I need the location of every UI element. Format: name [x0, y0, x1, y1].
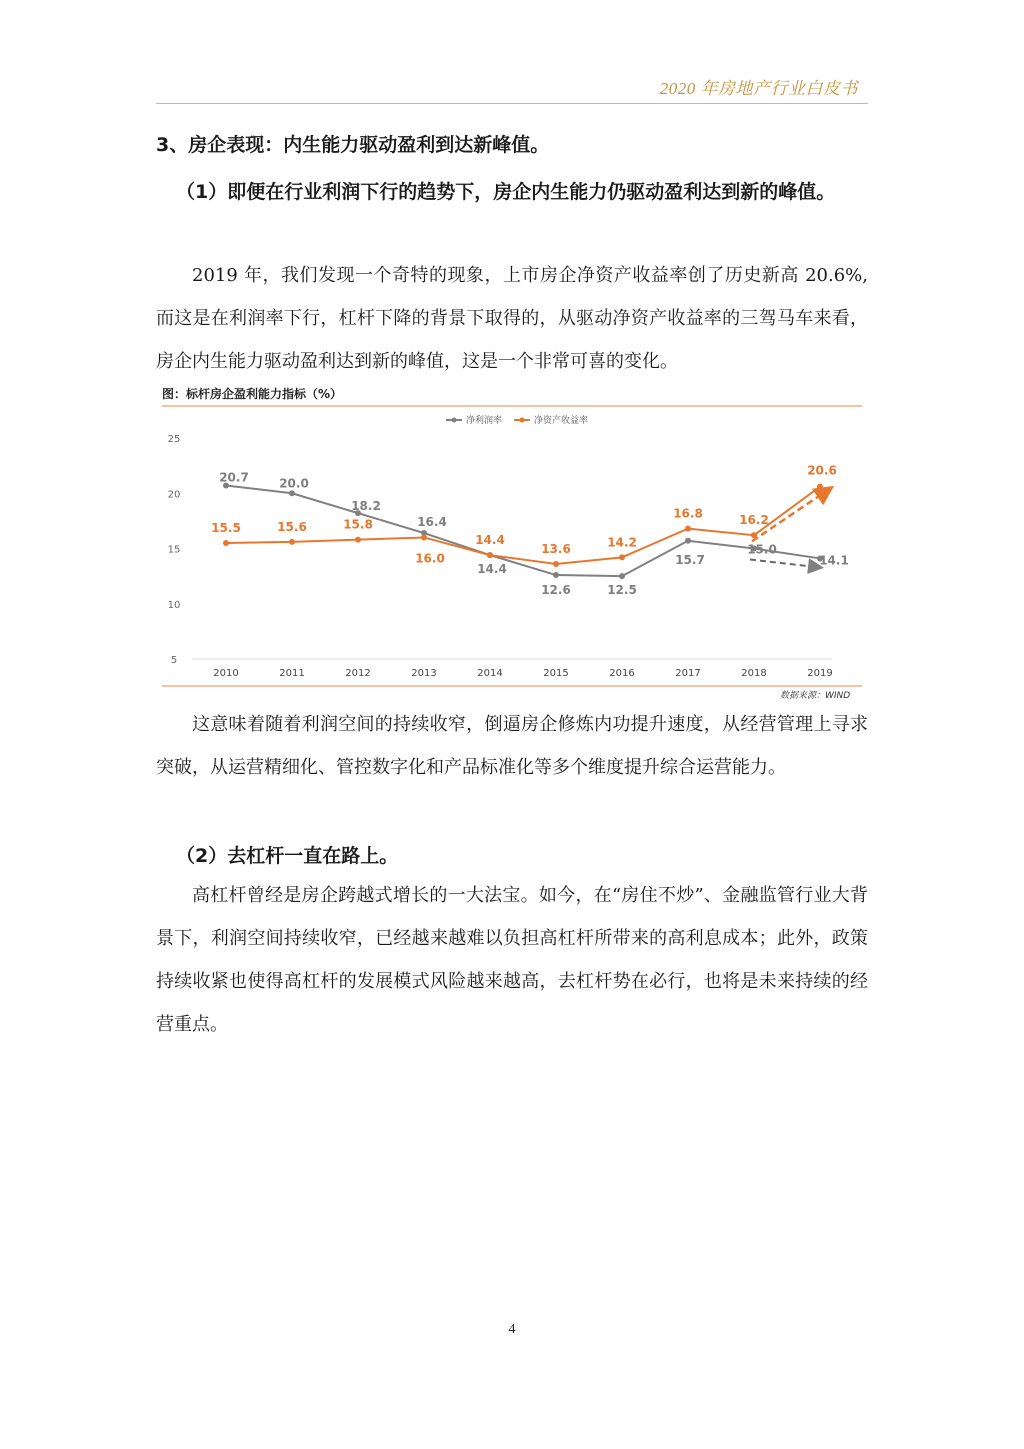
data-point [817, 484, 823, 490]
data-label-net-margin: 15.0 [747, 542, 777, 557]
x-tick-label: 2017 [675, 668, 701, 679]
x-tick-label: 2013 [411, 668, 437, 679]
trend-arrow-net-margin [750, 560, 820, 568]
data-label-net-margin: 16.4 [417, 515, 447, 530]
data-label-net-margin: 20.0 [279, 476, 309, 491]
data-point [223, 540, 229, 546]
subheading-1: （1）即便在行业利润下行的趋势下，房企内生能力仍驱动盈利达到新的峰值。 [176, 181, 836, 203]
profitability-chart [156, 400, 868, 700]
chart-legend [446, 414, 588, 426]
chart-title: 图：标杆房企盈利能力指标（%） [162, 387, 343, 401]
paragraph-1: 2019 年，我们发现一个奇特的现象，上市房企净资产收益率创了历史新高 20.6%,而这是在利润率下行，杠杆下降的背景下取得的，从驱动净资产收益率的三驾马车来看，房企内生能力驱动盈利达到新的峰值，这是一个非常可喜的变化。 [156, 265, 868, 372]
page-number: 4 [508, 1322, 516, 1337]
y-axis [168, 434, 832, 666]
legend-label: 净利润率 [466, 416, 503, 426]
data-point [487, 552, 493, 558]
data-label-roe: 16.2 [739, 513, 769, 528]
header-title: 2020 年房地产行业白皮书 [659, 79, 858, 98]
data-label-net-margin: 12.6 [541, 583, 571, 598]
data-point [421, 534, 427, 540]
y-tick-label: 25 [167, 434, 181, 445]
legend-label: 净资产收益率 [534, 416, 589, 426]
data-label-roe: 20.6 [807, 463, 837, 478]
data-point [685, 526, 691, 532]
data-label-net-margin: 18.2 [351, 499, 381, 514]
y-tick-label: 20 [167, 489, 181, 501]
section-heading: 3、房企表现：内生能力驱动盈利到达新峰值。 [156, 134, 550, 156]
data-label-roe: 16.0 [415, 551, 445, 566]
header-divider [156, 103, 868, 104]
x-tick-label: 2018 [741, 668, 767, 679]
y-tick-label: 10 [167, 599, 181, 611]
legend-marker-1 [520, 418, 525, 423]
x-tick-label: 2015 [543, 668, 569, 679]
x-tick-label: 2014 [477, 668, 503, 679]
data-label-roe: 15.6 [277, 519, 307, 534]
data-point [685, 538, 691, 544]
data-label-roe: 16.8 [673, 506, 703, 521]
series-line-1 [226, 487, 820, 564]
data-point [619, 554, 625, 560]
subheading-2: （2）去杠杆一直在路上。 [176, 845, 399, 867]
data-point [553, 572, 559, 578]
series-line-0 [226, 486, 820, 577]
data-label-net-margin: 20.7 [219, 470, 249, 485]
data-point [553, 561, 559, 567]
y-tick-label: 5 [170, 655, 178, 666]
data-label-net-margin: 14.1 [819, 553, 849, 568]
paragraph-2: 这意味着随着利润空间的持续收窄，倒逼房企修炼内功提升速度，从经营管理上寻求突破，从运营精细化、管控数字化和产品标准化等多个维度提升综合运营能力。 [156, 714, 868, 778]
x-tick-label: 2016 [609, 668, 635, 679]
data-label-net-margin: 15.7 [675, 552, 705, 567]
data-label-roe: 14.2 [607, 535, 637, 550]
data-label-roe: 13.6 [541, 541, 571, 556]
data-label-roe: 15.5 [211, 520, 241, 535]
x-tick-label: 2019 [807, 668, 833, 679]
data-label-roe: 15.8 [343, 517, 373, 532]
data-point [289, 539, 295, 545]
data-label-roe: 14.4 [475, 533, 505, 548]
data-point [289, 490, 295, 496]
data-point [619, 573, 625, 579]
x-tick-label: 2010 [213, 668, 239, 679]
y-tick-label: 15 [167, 544, 181, 556]
x-axis [213, 668, 832, 679]
data-point [751, 532, 757, 538]
paragraph-3: 高杠杆曾经是房企跨越式增长的一大法宝。如今，在“房住不炒”、金融监管行业大背景下，利润空间持续收窄，已经越来越难以负担高杠杆所带来的高利息成本；此外，政策持续收紧也使得高杠杆的发展模式风险越来越高，去杠杆势在必行，也将是未来持续的经营重点。 [156, 885, 868, 1035]
series-lines [226, 486, 820, 577]
data-label-net-margin: 14.4 [477, 562, 507, 577]
chart-source: 数据来源：WIND [780, 691, 851, 701]
data-point [355, 537, 361, 543]
x-tick-label: 2011 [279, 668, 305, 679]
legend-marker-0 [452, 418, 457, 423]
data-labels [211, 464, 849, 598]
data-label-net-margin: 12.5 [607, 583, 637, 598]
x-tick-label: 2012 [345, 668, 371, 679]
